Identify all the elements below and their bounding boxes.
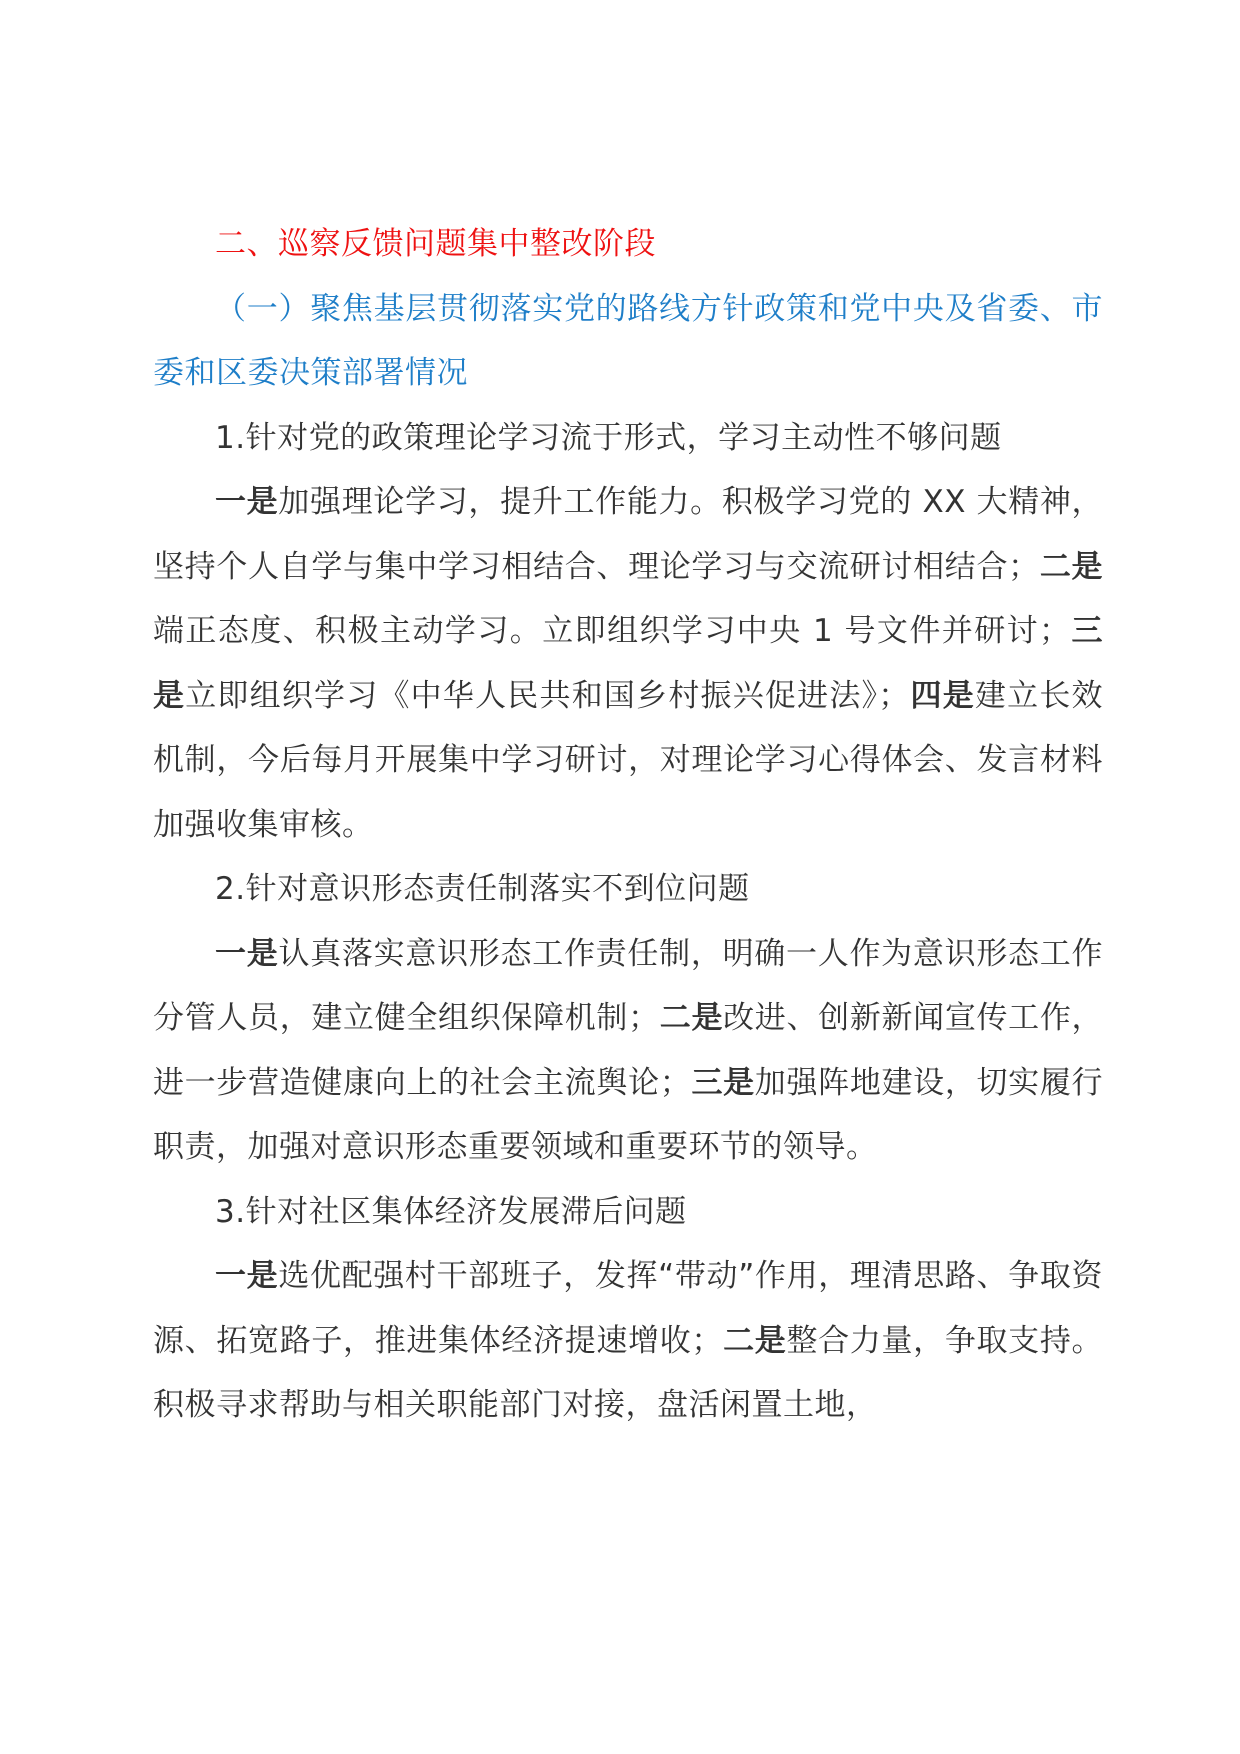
enum-label: 一是	[215, 1258, 279, 1294]
section-heading: 二、巡察反馈问题集中整改阶段	[215, 226, 656, 262]
enum-label: 二是	[1039, 548, 1104, 585]
item-title-3: 3.针对社区集体经济发展滞后问题	[215, 1193, 687, 1230]
body-text: 加强阵地建设，切实履行职责，加强对意识形态重要领域和重要环节的领导。	[153, 1064, 1104, 1165]
enum-label: 四是	[909, 677, 975, 714]
body-text: 选优配强村干部班子，发挥“带动”作用，理清思路、争取资源、拓宽路子，推进集体经济提速增收；	[153, 1258, 1103, 1359]
enum-label: 一是	[215, 484, 279, 520]
enum-label: 三是	[691, 1064, 755, 1101]
body-text: 整合力量，争取支持。积极寻求帮助与相关职能部门对接，盘活闲置土地，	[153, 1322, 1104, 1423]
body-text: 立即组织学习《中华人民共和国乡村振兴促进法》；	[185, 677, 910, 714]
item-body-2	[153, 922, 1103, 1180]
body-text: 改进、创新新闻宣传工作，进一步营造健康向上的社会主流舆论；	[153, 1000, 1104, 1101]
item-body-3	[153, 1244, 1103, 1438]
item-title-1: 1.针对党的政策理论学习流于形式，学习主动性不够问题	[215, 419, 1002, 456]
item-body-1	[153, 470, 1103, 857]
enum-label: 一是	[215, 935, 279, 972]
item-title-2: 2.针对意识形态责任制落实不到位问题	[215, 871, 750, 907]
enum-label: 三是	[153, 613, 1103, 714]
sub-heading: （一）聚焦基层贯彻落实党的路线方针政策和党中央及省委、市委和区委决策部署情况	[153, 290, 1103, 391]
document-body	[153, 212, 1103, 1438]
enum-label: 二是	[659, 1000, 724, 1036]
body-text: 建立长效机制，今后每月开展集中学习研讨，对理论学习心得体会、发言材料加强收集审核。	[153, 677, 1104, 843]
enum-label: 二是	[722, 1322, 787, 1359]
body-text: 端正态度、积极主动学习。立即组织学习中央 1 号文件并研讨；	[153, 613, 1071, 649]
body-text: 认真落实意识形态工作责任制，明确一人作为意识形态工作分管人员，建立健全组织保障机制；	[153, 935, 1104, 1036]
body-text: 加强理论学习，提升工作能力。积极学习党的 XX 大精神，坚持个人自学与集中学习相结合、理论学习与交流研讨相结合；	[153, 484, 1103, 585]
